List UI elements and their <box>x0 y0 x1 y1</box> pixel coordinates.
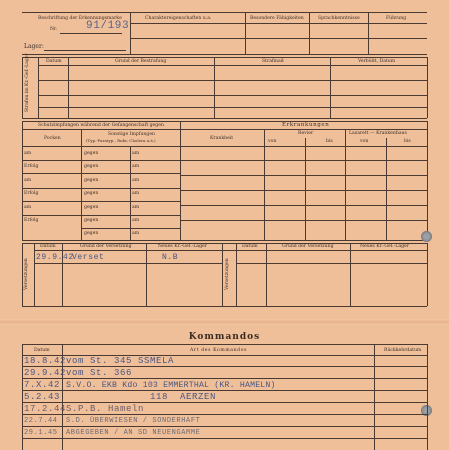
revier-von-label: von <box>268 139 277 144</box>
sonstige-am-7: am <box>132 231 140 236</box>
pocken-row-1: am <box>24 151 32 156</box>
kommando-row-3-datum: 7.X.42 <box>24 380 61 390</box>
sonstige-am-1: am <box>132 151 140 156</box>
lazarett-bis-label: bis <box>404 139 411 144</box>
krankheit-label: Krankheit <box>210 136 234 141</box>
kommando-row-2-art: vom St. 366 <box>66 368 133 378</box>
kommando-row-4-datum: 5.2.43 <box>24 392 61 402</box>
beschriftung-label: Beschriftung der Erkennungsmarke <box>38 16 122 21</box>
sonstige-am-6: am <box>132 218 140 223</box>
kommando-row-6-art: S.D. ÜBERWIESEN / SONDERHAFT <box>66 417 201 425</box>
kommando-row-7-art: ABGEGEBEN / AN SD NEUENGAMME <box>66 429 201 437</box>
sonstige-gegen-5: gegen <box>84 205 99 210</box>
pocken-row-6: Erfolg <box>24 218 39 223</box>
nr-value: 91/193 <box>86 20 130 32</box>
kommando-row-6-datum: 22.7.44 <box>24 417 58 425</box>
sonstige-gegen-4: gegen <box>84 191 99 196</box>
kommando-row-3-art: S.V.O. EKB Kdo 103 EMMERTHAL (KR. HAMELN) <box>66 381 276 390</box>
vers-col-grund-right: Grund der Versetzung <box>282 244 334 249</box>
vers-entry-lager: N.B <box>162 253 179 262</box>
pocken-row-4: Erfolg <box>24 191 39 196</box>
strafen-col-datum: Datum <box>46 59 62 64</box>
kommando-row-4-art: 118 AERZEN <box>66 392 217 402</box>
vers-col-grund-left: Grund der Versetzung <box>80 244 132 249</box>
sonstige-label: Sonstige Impfungen <box>108 132 156 137</box>
pocken-label: Pocken <box>44 136 61 141</box>
kommandos-title: Kommandos <box>188 332 261 342</box>
versetzung-side-right: Versetzungen <box>225 258 230 290</box>
vers-col-datum-left: Datum <box>40 244 56 249</box>
kommando-row-1-datum: 18.8.42 <box>24 356 67 366</box>
nr-label: Nr. <box>50 27 58 32</box>
charakter-label: Charaktereigenschaften u.a. <box>145 16 212 21</box>
kommando-row-5-datum: 17.2.44 <box>24 404 67 414</box>
vers-col-datum-right: Datum <box>242 244 258 249</box>
kommando-row-1-art: vom St. 345 SSMELA <box>66 356 175 366</box>
sonstige-gegen-1: gegen <box>84 151 99 156</box>
pocken-row-2: Erfolg <box>24 164 39 169</box>
sonstige-sub-label: (Typ.-Paratyp., Ruhr, Cholera u.ä.) <box>86 138 156 143</box>
sonstige-gegen-3: gegen <box>84 178 99 183</box>
kommando-col-rueck: Rückkehrdatum <box>384 348 422 353</box>
card-fold <box>0 319 449 325</box>
strafen-col-grund: Grund der Bestrafung <box>115 59 167 64</box>
vers-col-neues-left: Neues Kr.-Gef.-Lager <box>158 244 207 249</box>
fuehrung-label: Führung <box>386 16 407 21</box>
vers-col-neues-right: Neues Kr.-Gef.-Lager <box>360 244 409 249</box>
kommando-row-5-art: S.P.B. Hameln <box>66 404 145 414</box>
kommando-col-art: Art des Kommandos <box>190 348 248 353</box>
kommando-col-datum: Datum <box>34 348 50 353</box>
vers-entry-grund: Verset <box>72 253 105 262</box>
sonstige-am-5: am <box>132 205 140 210</box>
strafen-col-strafmass: Strafmaß <box>262 59 284 64</box>
sprach-label: Sprachkenntnisse <box>318 16 360 21</box>
kommando-row-7-datum: 29.1.45 <box>24 429 58 437</box>
lazarett-label: Lazarett — Krankenhaus <box>349 131 407 136</box>
lager-label: Lager: <box>24 43 44 50</box>
impf-heading: Schutzimpfungen während der Gefangenschaft gegen <box>38 123 164 128</box>
pocken-row-3: am <box>24 178 32 183</box>
revier-bis-label: bis <box>326 139 333 144</box>
punch-hole-top <box>421 231 432 242</box>
strafen-col-verbuesst: Verbüßt, Datum <box>358 59 396 64</box>
faehigkeiten-label: Besondere Fähigkeiten <box>250 16 304 21</box>
revier-label: Revier <box>298 131 314 136</box>
lazarett-von-label: von <box>360 139 369 144</box>
sonstige-gegen-6: gegen <box>84 218 99 223</box>
sonstige-gegen-7: gegen <box>84 231 99 236</box>
kommando-row-2-datum: 29.9.42 <box>24 368 67 378</box>
versetzung-side-left: Versetzungen <box>24 258 29 290</box>
strafen-side-label: Strafen im Kr.-Gef.-Lager <box>25 53 30 112</box>
erkrankungen-heading: Erkrankungen <box>282 122 330 128</box>
pocken-row-5: am <box>24 205 32 210</box>
vers-entry-date: 29.9.42 <box>36 253 74 262</box>
sonstige-am-4: am <box>132 191 140 196</box>
sonstige-am-3: am <box>132 178 140 183</box>
sonstige-am-2: am <box>132 164 140 169</box>
sonstige-gegen-2: gegen <box>84 164 99 169</box>
